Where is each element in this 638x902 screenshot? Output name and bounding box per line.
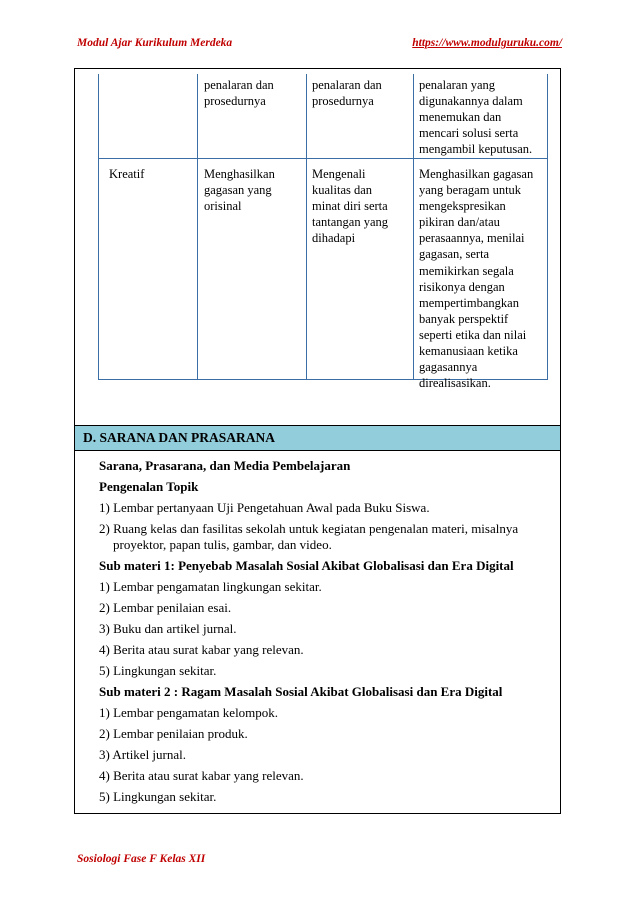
table-row bbox=[98, 159, 548, 391]
list-item: 2) Ruang kelas dan fasilitas sekolah untuk kegiatan pengenalan materi, misalnya bbox=[99, 521, 519, 536]
list-item: 4) Berita atau surat kabar yang relevan. bbox=[99, 642, 304, 657]
header-module-title: Modul Ajar Kurikulum Merdeka bbox=[77, 37, 233, 49]
table-row bbox=[98, 74, 548, 159]
list-item-continuation: proyektor, papan tulis, gambar, dan video. bbox=[113, 537, 332, 552]
column-divider bbox=[306, 159, 307, 379]
table-cell: penalaran dan prosedurnya bbox=[204, 78, 274, 109]
section-d-title: D. SARANA DAN PRASARANA bbox=[83, 430, 276, 445]
table-cell: Mengenali kualitas dan minat diri serta tantangan yang dihadapi bbox=[312, 167, 389, 246]
list-item: 3) Artikel jurnal. bbox=[99, 747, 187, 762]
competency-table bbox=[98, 74, 548, 391]
list-item: 3) Buku dan artikel jurnal. bbox=[99, 621, 237, 636]
footer-course-label: Sosiologi Fase F Kelas XII bbox=[77, 853, 206, 865]
header-website-link[interactable]: https://www.modulguruku.com/ bbox=[412, 37, 562, 49]
column-divider bbox=[413, 159, 414, 379]
column-divider bbox=[306, 74, 307, 158]
list-item: 1) Lembar pengamatan kelompok. bbox=[99, 705, 279, 720]
list-item: 4) Berita atau surat kabar yang relevan. bbox=[99, 768, 304, 783]
table-cell: Menghasilkan gagasan yang beragam untuk mengekspresikan pikiran dan/atau perasaannya, menilai gagasan, serta memikirkan segala risikonya dengan mempertimbangkan banyak perspektif seperti etika dan nilai kemanusiaan ketika gagasannya direalisasikan. bbox=[419, 167, 534, 391]
topic-heading: Pengenalan Topik bbox=[99, 479, 199, 494]
sub-materi-1-heading: Sub materi 1: Penyebab Masalah Sosial Akibat Globalisasi dan Era Digital bbox=[99, 558, 514, 573]
list-item: 1) Lembar pengamatan lingkungan sekitar. bbox=[99, 579, 322, 594]
table-cell: Menghasilkan gagasan yang orisinal bbox=[204, 167, 275, 214]
list-item: 5) Lingkungan sekitar. bbox=[99, 663, 217, 678]
list-item: 1) Lembar pertanyaan Uji Pengetahuan Awal pada Buku Siswa. bbox=[99, 500, 430, 515]
column-divider bbox=[197, 159, 198, 379]
sub-materi-2-heading: Sub materi 2 : Ragam Masalah Sosial Akibat Globalisasi dan Era Digital bbox=[99, 684, 503, 699]
section-d-header bbox=[75, 425, 560, 451]
table-cell: penalaran yang digunakannya dalam menemukan dan mencari solusi serta mengambil keputusan. bbox=[419, 78, 533, 157]
column-divider bbox=[197, 74, 198, 158]
column-divider bbox=[413, 74, 414, 158]
list-item: 2) Lembar penilaian esai. bbox=[99, 600, 232, 615]
section-subtitle: Sarana, Prasarana, dan Media Pembelajaran bbox=[99, 458, 351, 473]
table-cell: penalaran dan prosedurnya bbox=[312, 78, 382, 109]
list-item: 5) Lingkungan sekitar. bbox=[99, 789, 217, 804]
list-item: 2) Lembar penilaian produk. bbox=[99, 726, 248, 741]
table-cell-dimension: Kreatif bbox=[109, 167, 145, 181]
